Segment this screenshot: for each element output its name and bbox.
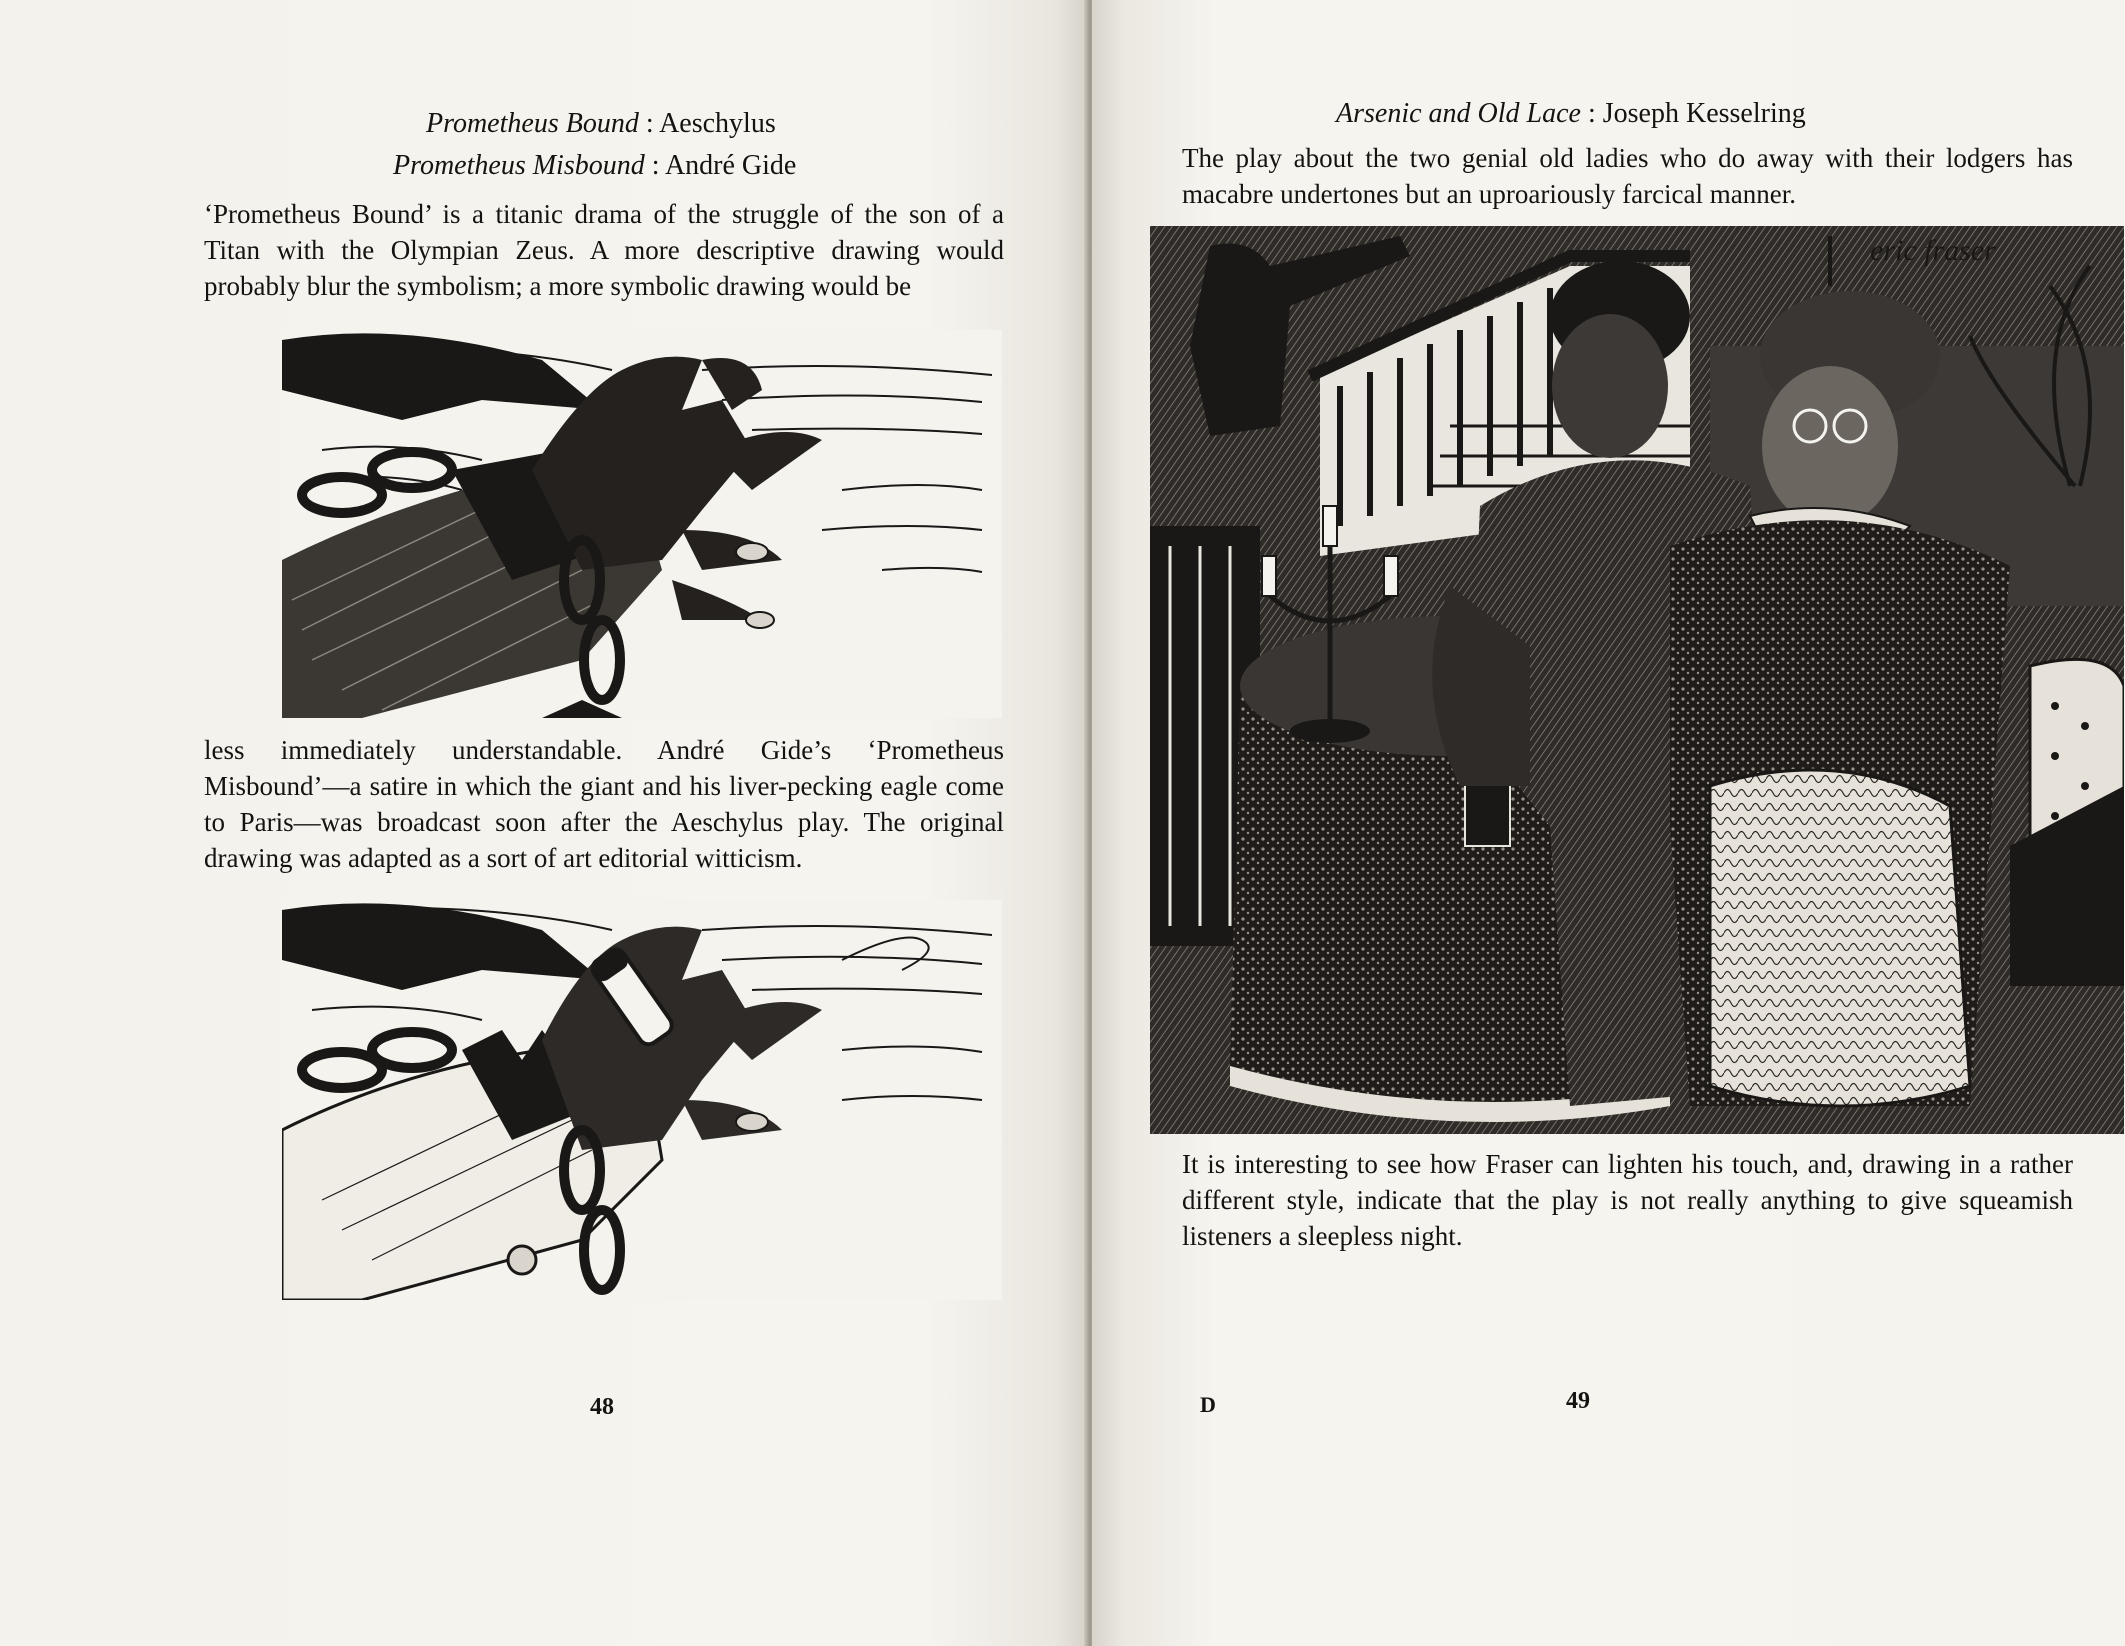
artist-signature: eric fraser [1870,234,1996,267]
chained-hand-with-pill-illustration [282,900,1002,1300]
heading-title: Prometheus Bound [426,108,639,139]
right-page [1092,0,2125,1646]
page-number-left: 48 [590,1394,614,1420]
heading-title: Prometheus Misbound [393,150,645,181]
heading-arsenic-and-old-lace [1336,96,1806,132]
arsenic-drawing [1150,226,2124,1134]
paragraph-intro: ‘Prometheus Bound’ is a titanic drama of the struggle of the son of a Titan with the Olympian Zeus. A more descriptive drawing would probably blur the symbolism; a more symbolic drawing would be [204,199,1004,301]
heading-author: André Gide [664,150,797,181]
heading-prometheus-bound [426,106,776,142]
signature-mark: D [1200,1392,1216,1417]
heading-title: Arsenic and Old Lace [1336,98,1581,129]
chained-hand-pill-drawing [282,900,1002,1300]
heading-author: Aeschylus [659,108,776,139]
page-number-right: 49 [1566,1388,1590,1414]
two-old-ladies-illustration [1150,226,2124,1134]
heading-author: Joseph Kesselring [1602,98,1806,129]
paragraph-arsenic-closing: It is interesting to see how Fraser can lighten his touch, and, drawing in a rather different style, indicate that the play is not really anything to give squeamish listeners a sleepless night. [1182,1149,2073,1251]
paragraph-misbound: less immediately understandable. André Gide’s ‘Prometheus Misbound’—a satire in which the giant and his liver-pecking eagle come to Paris—was broadcast soon after the Aeschylus play. The original drawing was adapted as a sort of art editorial witticism. [204,735,1004,873]
chained-hand-drawing [282,330,1002,718]
heading-separator: : [644,150,665,181]
paragraph-arsenic-intro: The play about the two genial old ladies who do away with their lodgers has macabre undertones but an uproariously farcical manner. [1182,143,2073,209]
chained-hand-illustration [282,330,1002,718]
heading-prometheus-misbound [393,148,796,184]
heading-separator: : [1580,98,1603,129]
heading-separator: : [638,108,660,139]
